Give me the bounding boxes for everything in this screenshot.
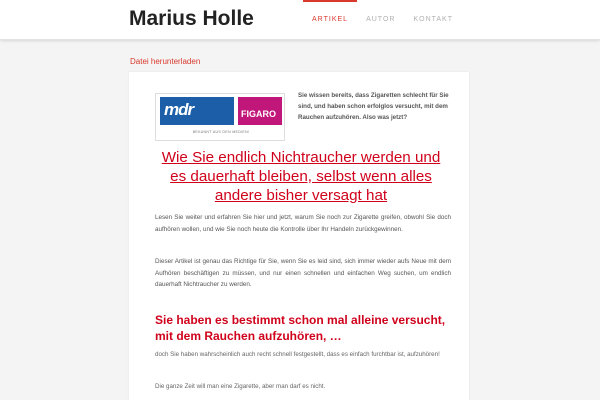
article-paragraph: doch Sie haben wahrscheinlich auch recht schnell festgestellt, dass es einfach furchtbar ist, aufzuhören! — [155, 351, 440, 358]
logos-caption: BEKANNT AUS DEN MEDIEN! — [192, 130, 250, 134]
article-headline: Wie Sie endlich Nichtraucher werden und es dauerhaft bleiben, selbst wenn alles andere bisher versagt hat — [161, 149, 441, 204]
article-paragraph: Die ganze Zeit will man eine Zigarette, aber man darf es nicht. — [155, 383, 326, 390]
article-paragraph: Lesen Sie weiter und erfahren Sie hier und jetzt, warum Sie noch zur Zigarette greifen, obwohl Sie doch aufhören wollen, und wie Sie noch heute die Kontrolle über Ihr Handeln zurückgewinnen. — [155, 214, 451, 233]
article-subheadline: Sie haben es bestimmt schon mal alleine versucht, mit dem Rauchen aufzuhören, … — [155, 313, 446, 343]
download-file-link[interactable]: Datei herunterladen — [130, 57, 201, 66]
figaro-logo: FIGARO — [238, 97, 282, 125]
nav-item-artikel[interactable]: ARTIKEL — [303, 0, 357, 40]
nav-item-kontakt[interactable]: KONTAKT — [413, 16, 453, 23]
media-logos-image — [155, 93, 285, 141]
article-intro: Sie wissen bereits, dass Zigaretten schlecht für Sie sind, und haben schon erfolglos versucht, mit dem Rauchen aufzuhören. Also was jetzt? — [298, 92, 449, 121]
site-header — [0, 0, 600, 40]
article-paragraph: Dieser Artikel ist genau das Richtige für Sie, wenn Sie es leid sind, sich immer wieder aufs Neue mit dem Aufhören beschäftigen zu müssen, und nur einen schnellen und einfachen Weg suchen, um endlich dauerhaft Nichtraucher zu werden. — [155, 258, 451, 288]
main-nav — [303, 0, 462, 40]
nav-item-autor[interactable]: AUTOR — [366, 16, 396, 23]
site-title[interactable]: Marius Holle — [129, 7, 254, 30]
mdr-logo: mdr — [160, 97, 234, 125]
